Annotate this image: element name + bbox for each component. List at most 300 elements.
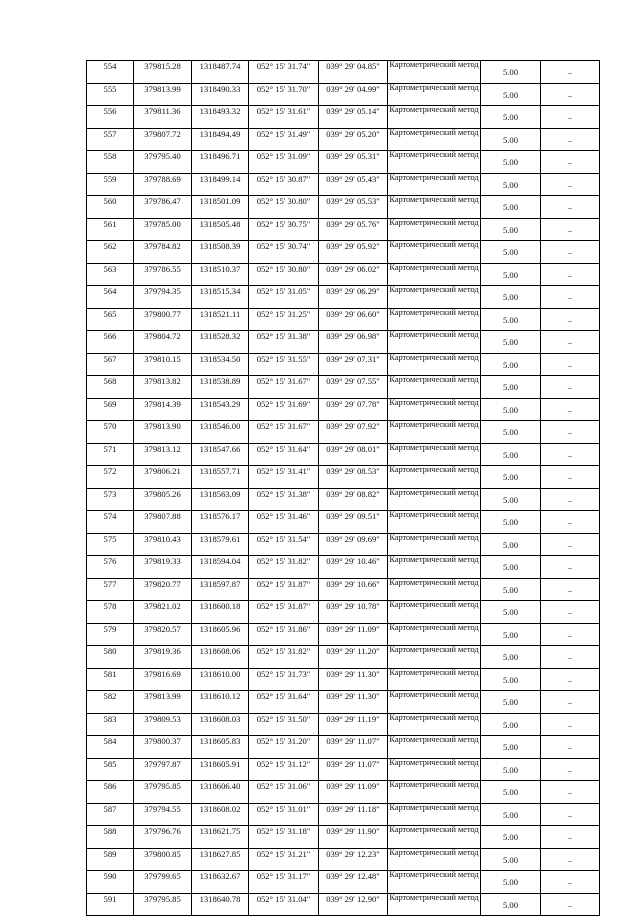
cell-note: – [541, 781, 600, 804]
cell-note: – [541, 848, 600, 871]
cell-coord-x: 379815.28 [134, 61, 192, 84]
cell-point-number: 584 [87, 736, 134, 759]
cell-coord-y: 1318594.04 [192, 556, 249, 579]
cell-longitude: 039° 29' 11.20" [319, 646, 388, 669]
cell-note: – [541, 286, 600, 309]
cell-longitude: 039° 29' 12.90" [319, 893, 388, 916]
cell-longitude: 039° 29' 05.43" [319, 173, 388, 196]
cell-coord-x: 379811.36 [134, 106, 192, 129]
cell-method: Картометрический метод [388, 668, 481, 691]
cell-coord-y: 1318499.14 [192, 173, 249, 196]
cell-point-number: 578 [87, 601, 134, 624]
cell-point-number: 579 [87, 623, 134, 646]
cell-coord-y: 1318563.09 [192, 488, 249, 511]
cell-method: Картометрический метод [388, 308, 481, 331]
cell-coord-x: 379806.21 [134, 466, 192, 489]
cell-note: – [541, 466, 600, 489]
cell-latitude: 052° 15' 31.64" [249, 691, 319, 714]
cell-point-number: 570 [87, 421, 134, 444]
cell-coord-x: 379809.53 [134, 713, 192, 736]
cell-coord-x: 379796.76 [134, 826, 192, 849]
cell-accuracy: 5.00 [481, 781, 541, 804]
cell-latitude: 052° 15' 30.80" [249, 263, 319, 286]
cell-coord-y: 1318640.78 [192, 893, 249, 916]
cell-coord-y: 1318605.83 [192, 736, 249, 759]
cell-note: – [541, 398, 600, 421]
cell-longitude: 039° 29' 07.31" [319, 353, 388, 376]
cell-coord-x: 379799.65 [134, 871, 192, 894]
cell-coord-x: 379813.99 [134, 83, 192, 106]
table-row [87, 488, 600, 511]
cell-note: – [541, 443, 600, 466]
cell-coord-y: 1318610.12 [192, 691, 249, 714]
cell-note: – [541, 151, 600, 174]
cell-latitude: 052° 15' 31.12" [249, 758, 319, 781]
cell-coord-x: 379800.77 [134, 308, 192, 331]
cell-note: – [541, 421, 600, 444]
cell-longitude: 039° 29' 11.30" [319, 691, 388, 714]
cell-method: Картометрический метод [388, 781, 481, 804]
cell-method: Картометрический метод [388, 758, 481, 781]
cell-point-number: 591 [87, 893, 134, 916]
cell-point-number: 576 [87, 556, 134, 579]
cell-method: Картометрический метод [388, 376, 481, 399]
cell-longitude: 039° 29' 07.92" [319, 421, 388, 444]
cell-accuracy: 5.00 [481, 871, 541, 894]
cell-longitude: 039° 29' 08.53" [319, 466, 388, 489]
cell-accuracy: 5.00 [481, 668, 541, 691]
cell-latitude: 052° 15' 31.20" [249, 736, 319, 759]
cell-coord-y: 1318627.85 [192, 848, 249, 871]
cell-latitude: 052° 15' 31.46" [249, 511, 319, 534]
cell-method: Картометрический метод [388, 826, 481, 849]
cell-accuracy: 5.00 [481, 106, 541, 129]
cell-point-number: 567 [87, 353, 134, 376]
table-row [87, 83, 600, 106]
cell-note: – [541, 488, 600, 511]
cell-method: Картометрический метод [388, 263, 481, 286]
cell-latitude: 052° 15' 31.87" [249, 601, 319, 624]
cell-coord-y: 1318494.49 [192, 128, 249, 151]
cell-coord-y: 1318528.32 [192, 331, 249, 354]
cell-longitude: 039° 29' 10.66" [319, 578, 388, 601]
cell-coord-x: 379804.72 [134, 331, 192, 354]
cell-latitude: 052° 15' 31.17" [249, 871, 319, 894]
cell-note: – [541, 241, 600, 264]
cell-note: – [541, 128, 600, 151]
cell-method: Картометрический метод [388, 803, 481, 826]
cell-longitude: 039° 29' 04.99" [319, 83, 388, 106]
cell-note: – [541, 646, 600, 669]
cell-method: Картометрический метод [388, 151, 481, 174]
cell-method: Картометрический метод [388, 353, 481, 376]
cell-method: Картометрический метод [388, 691, 481, 714]
table-row [87, 511, 600, 534]
cell-latitude: 052° 15' 31.82" [249, 556, 319, 579]
table-row [87, 263, 600, 286]
cell-longitude: 039° 29' 11.07" [319, 736, 388, 759]
cell-latitude: 052° 15' 31.70" [249, 83, 319, 106]
cell-coord-x: 379807.88 [134, 511, 192, 534]
cell-coord-y: 1318493.32 [192, 106, 249, 129]
cell-note: – [541, 196, 600, 219]
cell-method: Картометрический метод [388, 556, 481, 579]
cell-note: – [541, 308, 600, 331]
cell-coord-y: 1318597.87 [192, 578, 249, 601]
cell-coord-y: 1318605.96 [192, 623, 249, 646]
cell-coord-y: 1318608.03 [192, 713, 249, 736]
cell-method: Картометрический метод [388, 511, 481, 534]
cell-method: Картометрический метод [388, 623, 481, 646]
cell-accuracy: 5.00 [481, 196, 541, 219]
cell-accuracy: 5.00 [481, 893, 541, 916]
cell-coord-x: 379786.47 [134, 196, 192, 219]
cell-longitude: 039° 29' 07.55" [319, 376, 388, 399]
cell-method: Картометрический метод [388, 61, 481, 84]
cell-coord-x: 379795.85 [134, 893, 192, 916]
cell-coord-x: 379819.36 [134, 646, 192, 669]
cell-latitude: 052° 15' 31.04" [249, 893, 319, 916]
cell-latitude: 052° 15' 31.41" [249, 466, 319, 489]
table-row [87, 308, 600, 331]
cell-accuracy: 5.00 [481, 533, 541, 556]
cell-coord-x: 379788.69 [134, 173, 192, 196]
table-row [87, 713, 600, 736]
cell-point-number: 581 [87, 668, 134, 691]
cell-method: Картометрический метод [388, 533, 481, 556]
cell-longitude: 039° 29' 11.30" [319, 668, 388, 691]
cell-point-number: 560 [87, 196, 134, 219]
cell-note: – [541, 803, 600, 826]
cell-coord-y: 1318538.89 [192, 376, 249, 399]
table-row [87, 421, 600, 444]
table-row [87, 61, 600, 84]
cell-longitude: 039° 29' 09.51" [319, 511, 388, 534]
table-row [87, 781, 600, 804]
cell-accuracy: 5.00 [481, 286, 541, 309]
table-row [87, 151, 600, 174]
cell-method: Картометрический метод [388, 241, 481, 264]
cell-point-number: 573 [87, 488, 134, 511]
cell-accuracy: 5.00 [481, 646, 541, 669]
cell-longitude: 039° 29' 12.23" [319, 848, 388, 871]
cell-latitude: 052° 15' 31.54" [249, 533, 319, 556]
cell-method: Картометрический метод [388, 601, 481, 624]
cell-method: Картометрический метод [388, 443, 481, 466]
cell-accuracy: 5.00 [481, 353, 541, 376]
cell-note: – [541, 106, 600, 129]
cell-coord-y: 1318534.50 [192, 353, 249, 376]
cell-coord-y: 1318576.17 [192, 511, 249, 534]
cell-point-number: 562 [87, 241, 134, 264]
cell-point-number: 557 [87, 128, 134, 151]
cell-accuracy: 5.00 [481, 803, 541, 826]
table-row [87, 601, 600, 624]
cell-coord-y: 1318547.66 [192, 443, 249, 466]
cell-latitude: 052° 15' 30.80" [249, 196, 319, 219]
table-row [87, 893, 600, 916]
cell-longitude: 039° 29' 09.69" [319, 533, 388, 556]
cell-coord-x: 379810.15 [134, 353, 192, 376]
cell-note: – [541, 691, 600, 714]
cell-note: – [541, 736, 600, 759]
cell-method: Картометрический метод [388, 398, 481, 421]
cell-longitude: 039° 29' 10.78" [319, 601, 388, 624]
cell-point-number: 554 [87, 61, 134, 84]
table-row [87, 736, 600, 759]
table-row [87, 623, 600, 646]
coordinates-table [86, 60, 600, 916]
cell-coord-y: 1318546.00 [192, 421, 249, 444]
cell-point-number: 561 [87, 218, 134, 241]
cell-latitude: 052° 15' 31.87" [249, 578, 319, 601]
cell-longitude: 039° 29' 05.76" [319, 218, 388, 241]
cell-longitude: 039° 29' 05.92" [319, 241, 388, 264]
cell-longitude: 039° 29' 06.02" [319, 263, 388, 286]
cell-accuracy: 5.00 [481, 421, 541, 444]
cell-coord-x: 379813.12 [134, 443, 192, 466]
cell-point-number: 575 [87, 533, 134, 556]
cell-latitude: 052° 15' 31.49" [249, 128, 319, 151]
cell-coord-x: 379820.77 [134, 578, 192, 601]
cell-longitude: 039° 29' 05.20" [319, 128, 388, 151]
cell-accuracy: 5.00 [481, 151, 541, 174]
cell-coord-y: 1318608.02 [192, 803, 249, 826]
cell-method: Картометрический метод [388, 106, 481, 129]
cell-accuracy: 5.00 [481, 398, 541, 421]
cell-point-number: 569 [87, 398, 134, 421]
cell-method: Картометрический метод [388, 331, 481, 354]
cell-latitude: 052° 15' 31.67" [249, 421, 319, 444]
table-row [87, 241, 600, 264]
cell-latitude: 052° 15' 30.74" [249, 241, 319, 264]
cell-accuracy: 5.00 [481, 713, 541, 736]
table-row [87, 646, 600, 669]
cell-note: – [541, 826, 600, 849]
cell-point-number: 556 [87, 106, 134, 129]
cell-accuracy: 5.00 [481, 623, 541, 646]
table-row [87, 466, 600, 489]
cell-longitude: 039° 29' 08.82" [319, 488, 388, 511]
cell-longitude: 039° 29' 04.85" [319, 61, 388, 84]
cell-method: Картометрический метод [388, 286, 481, 309]
table-row [87, 128, 600, 151]
cell-latitude: 052° 15' 31.21" [249, 848, 319, 871]
cell-longitude: 039° 29' 10.46" [319, 556, 388, 579]
cell-longitude: 039° 29' 08.01" [319, 443, 388, 466]
cell-point-number: 577 [87, 578, 134, 601]
cell-latitude: 052° 15' 30.75" [249, 218, 319, 241]
cell-accuracy: 5.00 [481, 691, 541, 714]
cell-coord-x: 379805.26 [134, 488, 192, 511]
cell-method: Картометрический метод [388, 196, 481, 219]
table-row [87, 533, 600, 556]
cell-coord-x: 379795.85 [134, 781, 192, 804]
cell-coord-y: 1318557.71 [192, 466, 249, 489]
cell-accuracy: 5.00 [481, 848, 541, 871]
cell-latitude: 052° 15' 31.69" [249, 398, 319, 421]
cell-method: Картометрический метод [388, 646, 481, 669]
cell-point-number: 558 [87, 151, 134, 174]
cell-latitude: 052° 15' 31.50" [249, 713, 319, 736]
cell-longitude: 039° 29' 05.14" [319, 106, 388, 129]
cell-method: Картометрический метод [388, 893, 481, 916]
cell-longitude: 039° 29' 05.53" [319, 196, 388, 219]
cell-coord-x: 379794.55 [134, 803, 192, 826]
table-row [87, 578, 600, 601]
cell-longitude: 039° 29' 11.07" [319, 758, 388, 781]
cell-point-number: 564 [87, 286, 134, 309]
cell-latitude: 052° 15' 31.05" [249, 286, 319, 309]
cell-coord-x: 379785.00 [134, 218, 192, 241]
cell-coord-y: 1318490.33 [192, 83, 249, 106]
cell-coord-x: 379800.37 [134, 736, 192, 759]
table-body [87, 61, 600, 916]
cell-note: – [541, 556, 600, 579]
cell-point-number: 555 [87, 83, 134, 106]
table-row [87, 376, 600, 399]
cell-latitude: 052° 15' 31.18" [249, 826, 319, 849]
cell-note: – [541, 263, 600, 286]
cell-method: Картометрический метод [388, 173, 481, 196]
cell-point-number: 582 [87, 691, 134, 714]
table-row [87, 353, 600, 376]
cell-coord-y: 1318605.91 [192, 758, 249, 781]
cell-coord-x: 379821.02 [134, 601, 192, 624]
cell-note: – [541, 353, 600, 376]
cell-longitude: 039° 29' 06.29" [319, 286, 388, 309]
cell-coord-x: 379816.69 [134, 668, 192, 691]
cell-accuracy: 5.00 [481, 61, 541, 84]
table-row [87, 443, 600, 466]
cell-method: Картометрический метод [388, 421, 481, 444]
cell-accuracy: 5.00 [481, 128, 541, 151]
table-row [87, 398, 600, 421]
table-row [87, 173, 600, 196]
cell-method: Картометрический метод [388, 871, 481, 894]
cell-coord-y: 1318610.00 [192, 668, 249, 691]
cell-coord-y: 1318579.61 [192, 533, 249, 556]
table-row [87, 668, 600, 691]
cell-note: – [541, 668, 600, 691]
table-row [87, 286, 600, 309]
cell-longitude: 039° 29' 05.31" [319, 151, 388, 174]
cell-accuracy: 5.00 [481, 83, 541, 106]
cell-coord-y: 1318621.75 [192, 826, 249, 849]
cell-coord-x: 379820.57 [134, 623, 192, 646]
cell-accuracy: 5.00 [481, 173, 541, 196]
table-row [87, 691, 600, 714]
cell-accuracy: 5.00 [481, 376, 541, 399]
table-row [87, 106, 600, 129]
cell-point-number: 566 [87, 331, 134, 354]
cell-accuracy: 5.00 [481, 736, 541, 759]
cell-note: – [541, 173, 600, 196]
cell-coord-y: 1318600.18 [192, 601, 249, 624]
cell-coord-x: 379814.39 [134, 398, 192, 421]
cell-point-number: 590 [87, 871, 134, 894]
cell-accuracy: 5.00 [481, 826, 541, 849]
cell-coord-x: 379813.82 [134, 376, 192, 399]
cell-longitude: 039° 29' 06.60" [319, 308, 388, 331]
cell-point-number: 583 [87, 713, 134, 736]
cell-accuracy: 5.00 [481, 218, 541, 241]
cell-coord-y: 1318496.71 [192, 151, 249, 174]
cell-coord-x: 379797.87 [134, 758, 192, 781]
cell-latitude: 052° 15' 31.61" [249, 106, 319, 129]
cell-coord-y: 1318501.09 [192, 196, 249, 219]
cell-accuracy: 5.00 [481, 308, 541, 331]
cell-method: Картометрический метод [388, 83, 481, 106]
cell-note: – [541, 758, 600, 781]
cell-coord-x: 379810.43 [134, 533, 192, 556]
cell-longitude: 039° 29' 11.19" [319, 713, 388, 736]
cell-accuracy: 5.00 [481, 241, 541, 264]
table-row [87, 196, 600, 219]
cell-latitude: 052° 15' 31.86" [249, 623, 319, 646]
table-row [87, 218, 600, 241]
cell-method: Картометрический метод [388, 713, 481, 736]
cell-point-number: 580 [87, 646, 134, 669]
cell-coord-x: 379784.82 [134, 241, 192, 264]
cell-accuracy: 5.00 [481, 556, 541, 579]
cell-point-number: 585 [87, 758, 134, 781]
cell-note: – [541, 578, 600, 601]
cell-longitude: 039° 29' 06.98" [319, 331, 388, 354]
cell-coord-x: 379800.85 [134, 848, 192, 871]
cell-coord-x: 379813.99 [134, 691, 192, 714]
cell-latitude: 052° 15' 31.67" [249, 376, 319, 399]
cell-coord-y: 1318505.48 [192, 218, 249, 241]
cell-point-number: 563 [87, 263, 134, 286]
cell-note: – [541, 713, 600, 736]
cell-point-number: 568 [87, 376, 134, 399]
table-row [87, 331, 600, 354]
cell-latitude: 052° 15' 31.38" [249, 488, 319, 511]
cell-point-number: 588 [87, 826, 134, 849]
cell-longitude: 039° 29' 12.48" [319, 871, 388, 894]
cell-method: Картометрический метод [388, 578, 481, 601]
cell-accuracy: 5.00 [481, 488, 541, 511]
cell-latitude: 052° 15' 31.73" [249, 668, 319, 691]
table-row [87, 758, 600, 781]
cell-coord-x: 379794.35 [134, 286, 192, 309]
cell-longitude: 039° 29' 11.18" [319, 803, 388, 826]
cell-point-number: 565 [87, 308, 134, 331]
cell-point-number: 571 [87, 443, 134, 466]
cell-note: – [541, 376, 600, 399]
cell-coord-y: 1318608.06 [192, 646, 249, 669]
cell-note: – [541, 511, 600, 534]
cell-longitude: 039° 29' 11.09" [319, 623, 388, 646]
cell-accuracy: 5.00 [481, 758, 541, 781]
cell-point-number: 586 [87, 781, 134, 804]
table-row [87, 556, 600, 579]
cell-latitude: 052° 15' 30.87" [249, 173, 319, 196]
cell-accuracy: 5.00 [481, 601, 541, 624]
cell-latitude: 052° 15' 31.64" [249, 443, 319, 466]
cell-method: Картометрический метод [388, 848, 481, 871]
cell-method: Картометрический метод [388, 488, 481, 511]
cell-point-number: 574 [87, 511, 134, 534]
cell-point-number: 572 [87, 466, 134, 489]
cell-accuracy: 5.00 [481, 443, 541, 466]
cell-longitude: 039° 29' 11.09" [319, 781, 388, 804]
cell-note: – [541, 331, 600, 354]
cell-accuracy: 5.00 [481, 331, 541, 354]
cell-latitude: 052° 15' 31.09" [249, 151, 319, 174]
cell-latitude: 052° 15' 31.74" [249, 61, 319, 84]
